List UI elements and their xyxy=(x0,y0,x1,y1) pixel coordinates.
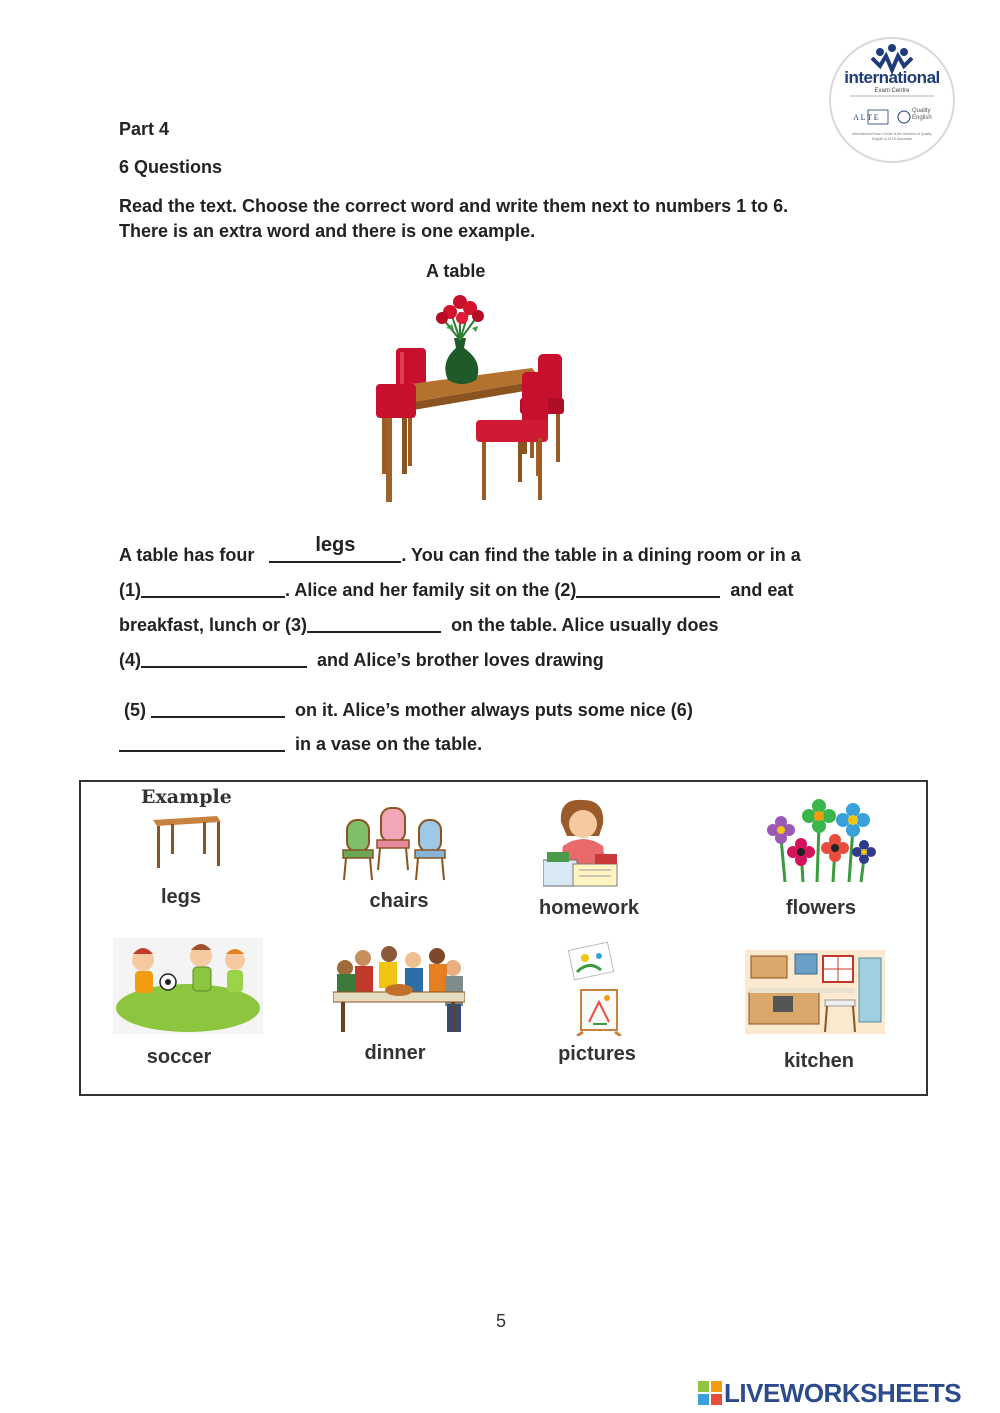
dinner-picture xyxy=(333,944,465,1039)
word-box xyxy=(79,780,928,1096)
example-label: Example xyxy=(141,786,232,808)
liveworksheets-logo xyxy=(698,1378,996,1410)
word-legs: legs xyxy=(160,886,202,908)
legs-picture xyxy=(151,814,223,875)
word-soccer: soccer xyxy=(146,1046,212,1068)
text-l2-c: and eat xyxy=(730,580,794,600)
example-answer: legs xyxy=(315,534,356,556)
blank-3-input[interactable] xyxy=(307,605,441,629)
soccer-picture xyxy=(113,938,263,1039)
blank-4 xyxy=(141,648,307,668)
text-l5-b: on it. Alice’s mother always puts some nice (6) xyxy=(295,700,693,720)
logo-brand: international xyxy=(844,68,940,87)
text-line-5 xyxy=(124,698,693,721)
logo-subtitle: Exam Centre xyxy=(874,88,910,94)
example-blank xyxy=(269,534,401,563)
logo-alte: A L T E xyxy=(853,113,879,122)
text-l4-b: and Alice’s brother loves drawing xyxy=(317,650,604,670)
logo-small-print: International Exam Centre is the member of Quality English & ALTE Associate xyxy=(852,132,932,141)
liveworksheets-text: LIVEWORKSHEETS xyxy=(724,1378,962,1408)
word-homework: homework xyxy=(538,897,640,919)
chairs-picture xyxy=(337,804,453,887)
text-line-3 xyxy=(119,613,718,636)
word-kitchen: kitchen xyxy=(783,1050,855,1072)
blank-4-input[interactable] xyxy=(141,640,307,664)
text-l2-b: . Alice and her family sit on the (2) xyxy=(285,580,577,600)
instructions-line-2: There is an extra word and there is one example. xyxy=(119,221,536,241)
blank-1 xyxy=(141,578,285,598)
number-4: (4) xyxy=(119,650,141,670)
questions-count: 6 Questions xyxy=(119,157,223,177)
page-number: 5 xyxy=(496,1311,507,1331)
kitchen-picture xyxy=(745,950,885,1039)
homework-picture xyxy=(543,796,623,893)
blank-3 xyxy=(307,613,441,633)
flowers-picture xyxy=(761,798,877,889)
blank-6-input[interactable] xyxy=(119,724,285,748)
pictures-picture xyxy=(565,940,625,1041)
text-line-2 xyxy=(119,578,793,601)
part-heading: Part 4 xyxy=(119,119,170,139)
instructions-line-1: Read the text. Choose the correct word and write them next to numbers 1 to 6. xyxy=(119,196,789,216)
exam-centre-logo xyxy=(828,36,956,164)
number-5: (5) xyxy=(124,700,146,720)
blank-5 xyxy=(151,698,285,718)
text-l3-b: on the table. Alice usually does xyxy=(451,615,719,635)
word-chairs: chairs xyxy=(369,890,429,912)
blank-6 xyxy=(119,732,285,752)
table-illustration xyxy=(372,288,594,506)
logo-quality: Quality English xyxy=(912,108,932,121)
number-1: (1) xyxy=(119,580,141,600)
picture-title: A table xyxy=(426,261,486,281)
word-flowers: flowers xyxy=(785,897,857,919)
blank-2-input[interactable] xyxy=(576,570,720,594)
text-l1-b: . You can find the table in a dining room or in a xyxy=(401,545,801,565)
text-l6-b: in a vase on the table. xyxy=(295,734,483,754)
blank-1-input[interactable] xyxy=(141,570,285,594)
blank-5-input[interactable] xyxy=(151,690,285,714)
word-pictures: pictures xyxy=(558,1043,636,1065)
word-dinner: dinner xyxy=(364,1042,426,1064)
blank-2 xyxy=(576,578,720,598)
text-line-1 xyxy=(119,534,801,566)
text-l3-a: breakfast, lunch or (3) xyxy=(119,615,308,635)
text-l1-a: A table has four xyxy=(119,545,255,565)
text-line-4 xyxy=(119,648,604,671)
text-line-6 xyxy=(119,732,482,755)
liveworksheets-icon xyxy=(698,1381,722,1405)
